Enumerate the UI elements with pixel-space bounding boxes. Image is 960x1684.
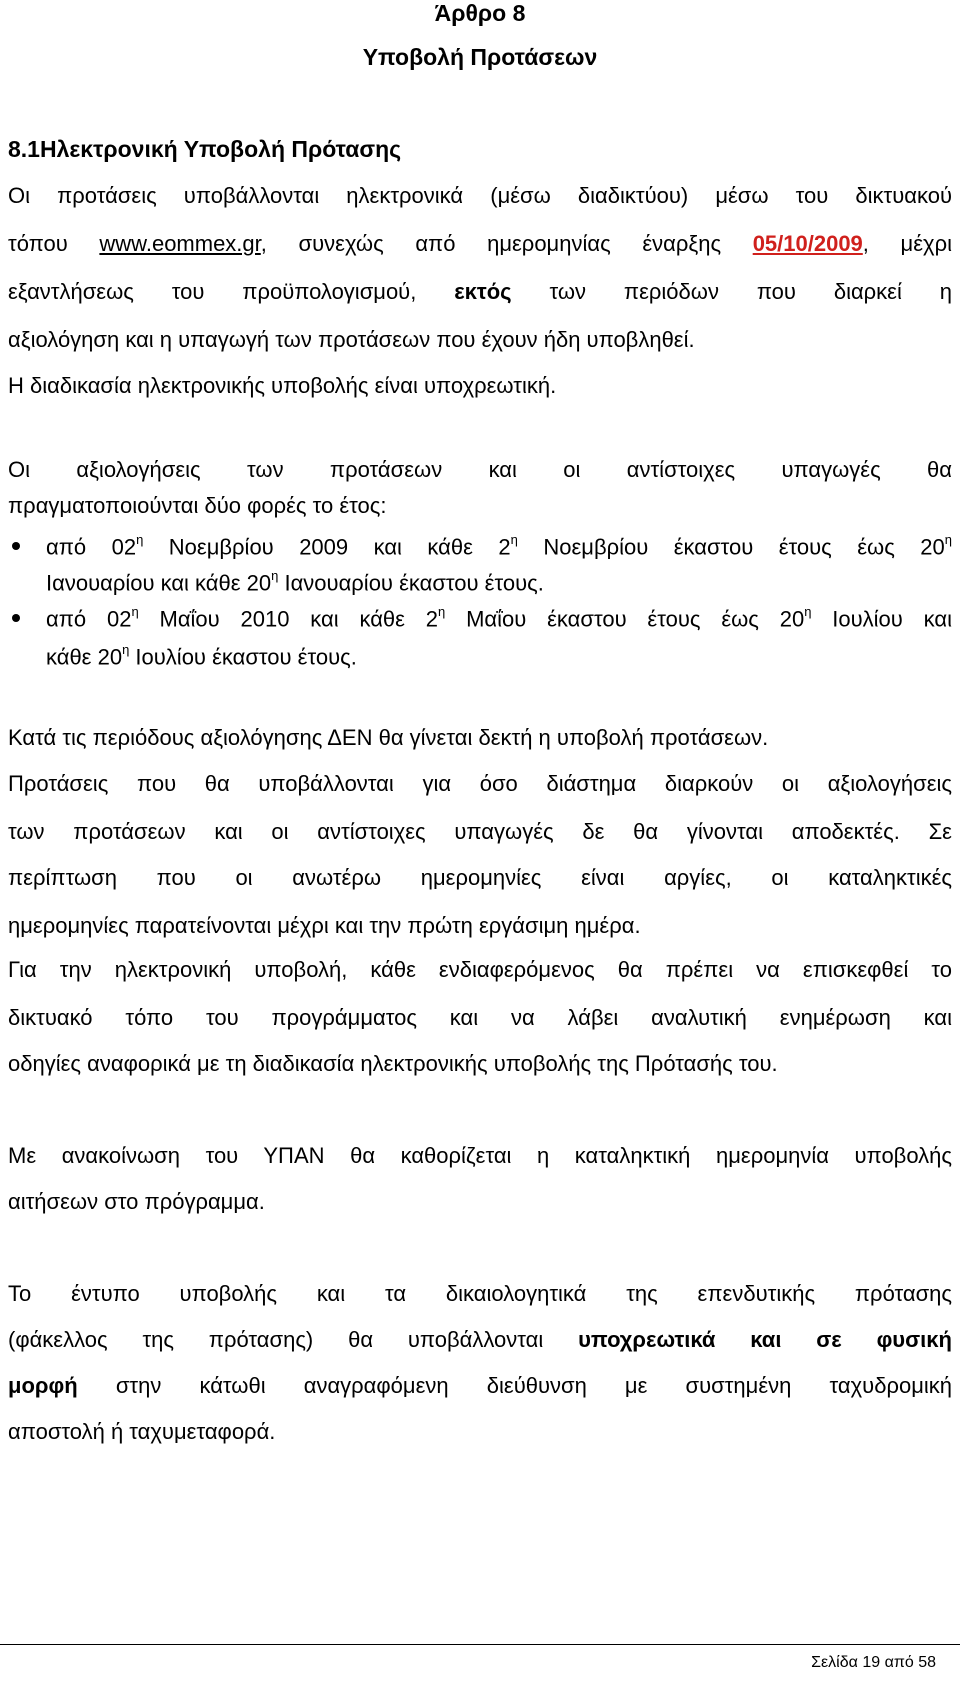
article-subtitle: Υποβολή Προτάσεων: [362, 44, 598, 70]
section-title: Ηλεκτρονική Υποβολή Πρότασης: [39, 136, 402, 162]
paragraph-5-line-2: (φάκελλος της πρότασης) θα υποβάλλονται υποχρεωτικά και σε φυσική: [8, 1327, 952, 1352]
paragraph-1-line-1: Οι προτάσεις υποβάλλονται ηλεκτρονικά (μέσω διαδικτύου) μέσω του δικτυακού: [8, 183, 952, 208]
paragraph-3-line-7: δικτυακό τόπο του προγράμματος και να λάβει αναλυτική ενημέρωση και: [8, 1005, 952, 1030]
paragraph-3-line-1: Κατά τις περιόδους αξιολόγησης ΔΕΝ θα γίνεται δεκτή η υποβολή προτάσεων.: [8, 725, 769, 750]
website-link[interactable]: www.eommex.gr: [99, 231, 261, 256]
paragraph-3-line-2: Προτάσεις που θα υποβάλλονται για όσο διάστημα διαρκούν οι αξιολογήσεις: [8, 771, 952, 796]
paragraph-5-line-4: αποστολή ή ταχυμεταφορά.: [8, 1419, 276, 1444]
paragraph-1-line-4: αξιολόγηση και η υπαγωγή των προτάσεων που έχουν ήδη υποβληθεί.: [8, 327, 695, 352]
paragraph-3-line-3: των προτάσεων και οι αντίστοιχες υπαγωγές δε θα γίνονται αποδεκτές. Σε: [8, 819, 952, 844]
bullet-2-line-1: από $02^\eta$ Μαΐου 2010 και κάθε $2^\eta$ Μαΐου έκαστου έτους έως $20^\eta$ Ιουλίου και: [46, 604, 952, 632]
section-heading: [8, 136, 401, 163]
bullet-2-line-2: κάθε $20^\eta$ Ιουλίου έκαστου έτους.: [46, 642, 357, 670]
article-title: Άρθρο 8: [434, 0, 526, 26]
paragraph-3-line-5: ημερομηνίες παρατείνονται μέχρι και την πρώτη εργάσιμη ημέρα.: [8, 913, 641, 938]
paragraph-3-line-8: οδηγίες αναφορικά με τη διαδικασία ηλεκτρονικής υποβολής της Πρότασής του.: [8, 1051, 778, 1076]
section-number: 8.1: [8, 136, 40, 162]
not-emphasis: ΔΕΝ: [327, 725, 373, 750]
paragraph-1-line-2: τόπου www.eommex.gr, συνεχώς από ημερομηνίας έναρξης 05/10/2009, μέχρι: [8, 231, 952, 256]
bullet-dot-icon: [12, 542, 20, 550]
paragraph-1-line-5: Η διαδικασία ηλεκτρονικής υποβολής είναι υποχρεωτική.: [8, 373, 557, 398]
footer-divider: [0, 1644, 960, 1645]
paragraph-5-line-3: μορφή στην κάτωθι αναγραφόμενη διεύθυνση με συστημένη ταχυδρομική: [8, 1373, 952, 1398]
paragraph-5-line-1: Το έντυπο υποβολής και τα δικαιολογητικά της επενδυτικής πρότασης: [8, 1281, 952, 1306]
paragraph-3-line-4: περίπτωση που οι ανωτέρω ημερομηνίες είναι αργίες, οι καταληκτικές: [8, 865, 952, 890]
bullet-1-line-1: από $02^\eta$ Νοεμβρίου 2009 και κάθε $2^\eta$ Νοεμβρίου έκαστου έτους έως $20^\eta$: [46, 532, 952, 560]
paragraph-4-line-1: Με ανακοίνωση του ΥΠΑΝ θα καθορίζεται η καταληκτική ημερομηνία υποβολής: [8, 1143, 952, 1168]
paragraph-3-line-6: Για την ηλεκτρονική υποβολή, κάθε ενδιαφερόμενος θα πρέπει να επισκεφθεί το: [8, 957, 952, 982]
page-number: Σελίδα 19 από 58: [811, 1654, 936, 1671]
paragraph-2-line-2: πραγματοποιούνται δύο φορές το έτος:: [8, 493, 387, 518]
paragraph-1-line-3: εξαντλήσεως του προϋπολογισμού, εκτός των περιόδων που διαρκεί η: [8, 279, 952, 304]
bullet-1-line-2: Ιανουαρίου και κάθε $20^\eta$ Ιανουαρίου έκαστου έτους.: [46, 568, 544, 596]
start-date: 05/10/2009: [752, 231, 863, 256]
bullet-dot-icon: [12, 614, 20, 622]
mandatory-physical-emphasis: υποχρεωτικά και σε φυσική: [578, 1327, 952, 1352]
paragraph-4-line-2: αιτήσεων στο πρόγραμμα.: [8, 1189, 265, 1214]
except-emphasis: εκτός: [454, 279, 512, 304]
paragraph-2-line-1: Οι αξιολογήσεις των προτάσεων και οι αντίστοιχες υπαγωγές θα: [8, 457, 952, 482]
